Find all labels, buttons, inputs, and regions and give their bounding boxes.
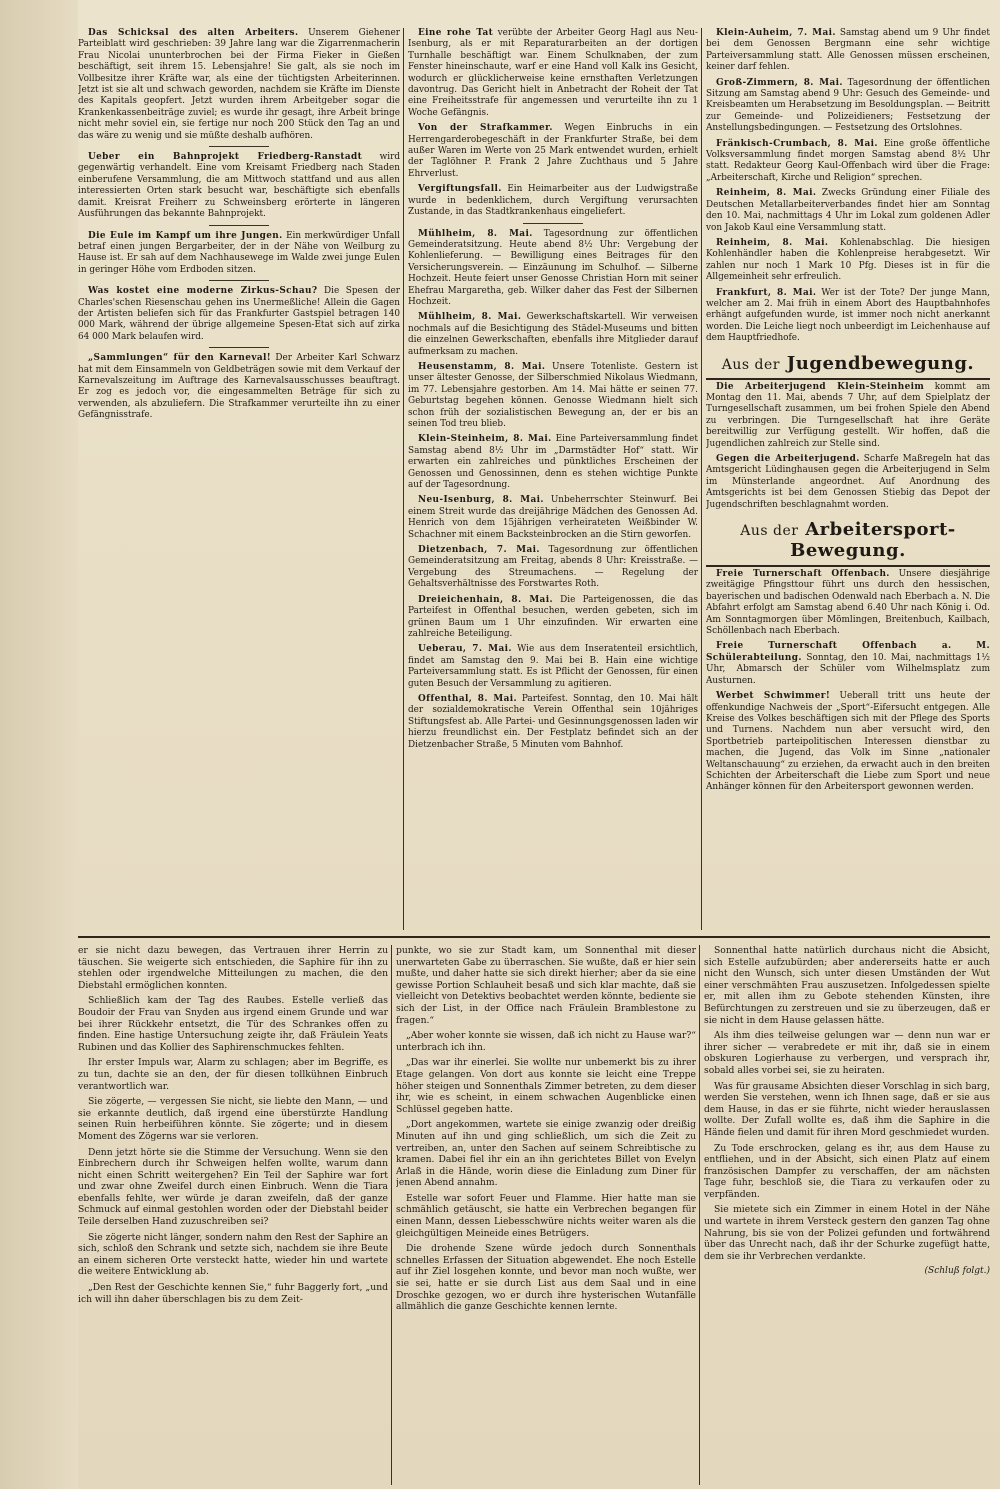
news-item: Klein-Steinheim, 8. Mai. Eine Parteiversammlung findet Samstag abend 8½ Uhr im „Darmstädter Hof“ statt. Wir erwarten ein zahlreiches und pünktliches Erscheinen der Genossen und Genossinnen, denn es stehen wichtige Punkte auf der Tagesordnung.: [408, 434, 698, 491]
news-item: Klein-Auheim, 7. Mai. Samstag abend um 9 Uhr findet bei dem Genossen Bergmann eine sehr wichtige Parteiversammlung statt. Alle Genossen müssen erscheinen, keiner darf fehlen.: [706, 28, 990, 73]
news-item: Freie Turnerschaft Offenbach a. M. Schülerabteilung. Sonntag, den 10. Mai, nachmittags 1½ Uhr, Abmarsch der Schüler vom Wilhelmsplatz zum Austurnen.: [706, 641, 990, 686]
news-item: Von der Strafkammer. Wegen Einbruchs in ein Herrengarderobegeschäft in der Frankfurter Straße, bei dem außer Waren im Werte von 25 Mark entwendet wurden, erhielt der Taglöhner P. Frank 2 Jahre Zuchthaus und 5 Jahre Ehrverlust.: [408, 123, 698, 179]
story-paragraph: „Den Rest der Geschichte kennen Sie,“ fuhr Baggerly fort, „und ich will ihn daher überschlagen bis zu dem Zeit-: [78, 1282, 388, 1305]
story-column-right: [704, 945, 990, 1485]
section-title-jugend: Aus der Jugendbewegung.: [706, 353, 990, 380]
news-item: Freie Turnerschaft Offenbach. Unsere diesjährige zweitägige Pfingsttour führt uns durch den hessischen, bayerischen und badischen Odenwald nach Eberbach a. N. Die Abfahrt erfolgt am Samstag abend 6.40 Uhr nach König i. Od. Am Sonntagmorgen über Mömlingen, Breitenbuch, Kailbach, Schöllenbach nach Eberbach.: [706, 569, 990, 637]
continuation-note: (Schluß folgt.): [924, 1266, 990, 1277]
news-item: Vergiftungsfall. Ein Heimarbeiter aus der Ludwigstraße wurde in bedenklichem, durch Vergiftung verursachten Zustande, in das Stadtkrankenhaus eingeliefert.: [408, 184, 698, 218]
story-paragraph: Sie zögerte, — vergessen Sie nicht, sie liebte den Mann, — und sie erkannte deutlich, daß irgend eine überstürzte Handlung seinen Ruin herbeiführen könnte. Sie zögerte; und in diesem Moment des Zögerns war sie verloren.: [78, 1096, 388, 1142]
news-item: Ueberau, 7. Mai. Wie aus dem Inseratenteil ersichtlich, findet am Samstag den 9. Mai bei B. Hain eine wichtige Parteiversammlung statt. Es ist Pflicht der Genossen, für einen guten Besuch der Versammlung zu agitieren.: [408, 644, 698, 689]
news-item: Heusenstamm, 8. Mai. Unsere Totenliste. Gestern ist unser ältester Genosse, der Silberschmied Nikolaus Wiedmann, im 77. Lebensjahre gestorben. Am 14. Mai hätte er seinen 77. Geburtstag begehen können. Genosse Wiedmann hielt sich schon früh der sozialistischen Bewegung an, der er bis an seinen Tod treu blieb.: [408, 361, 698, 429]
news-item: Das Schicksal des alten Arbeiters. Unserem Giehener Parteiblatt wird geschrieben: 39 Jahre lang war die Zigarrenmacherin Frau Nicolai ununterbrochen bei der Firma Fieker in Gießen beschäftigt, seit ihrem 15. Lebensjahre! Sie galt, als sie noch im Vollbesitze ihrer Kräfte war, als eine der tüchtigsten Arbeiterinnen. Jetzt ist sie alt und schwach geworden, nachdem sie Kräfte im Dienste des Kapitals geopfert. Jetzt wurden ihrem Arbeitgeber sogar die Krankenkassenbeiträge zuviel; es wurde ihr gesagt, ihre Arbeit bringe nicht mehr soviel ein, sie fertige nur noch 200 Stück den Tag an und das wäre zu wenig und sie müßte deshalb aufhören.: [78, 28, 400, 141]
item-divider: [209, 347, 269, 348]
story-paragraph: punkte, wo sie zur Stadt kam, um Sonnenthal mit dieser unerwarteten Gabe zu überraschen. Sie wußte, daß er hier sein mußte, und daher hatte sie sich direkt hierher; aber da sie eine gewisse Portion Schlauheit besaß und sich klar machte, daß sie vielleicht von Detektivs beobachtet werden könnte, bediente sie sich der List, in der Office nach Fräulein Bramblestone zu fragen.“: [396, 945, 696, 1026]
section-title-sport: Aus der Arbeitersport-Bewegung.: [706, 519, 990, 567]
column-rule: [391, 945, 392, 1485]
story-paragraph: er sie nicht dazu bewegen, das Vertrauen ihrer Herrin zu täuschen. Sie weigerte sich entschieden, die Saphire für ihn zu stehlen oder irgendwelche Mitteilungen zu machen, die den Diebstahl ermöglichen konnten.: [78, 945, 388, 991]
story-paragraph: Sie mietete sich ein Zimmer in einem Hotel in der Nähe und wartete in ihrem Versteck gestern den ganzen Tag ohne Nahrung, bis sie von der Polizei gefunden und fortwährend über das Unrecht nach, daß ihr der Schurke zugefügt hatte, dem sie ihr Verbrechen verdankte.: [704, 1204, 990, 1262]
item-divider: [523, 223, 583, 224]
news-item: Dreieichenhain, 8. Mai. Die Parteigenossen, die das Parteifest in Offenthal besuchen, werden gebeten, sich im grünen Baum um 1 Uhr einzufinden. Wir erwarten eine zahlreiche Beteiligung.: [408, 594, 698, 639]
story-paragraph: Was für grausame Absichten dieser Vorschlag in sich barg, werden Sie verstehen, wenn ich Ihnen sage, daß er sie aus dem Hause, in das er sie führte, nicht wieder herauslassen wollte. Der Zufall wollte es, daß ihm die Saphire in die Hände fielen und damit für ihren Mord geschmiedet wurden.: [704, 1080, 990, 1138]
news-item: Eine rohe Tat verübte der Arbeiter Georg Hagl aus Neu-Isenburg, als er mit Reparaturarbeiten an der dortigen Turnhalle beschäftigt war. Einem Schulknaben, der zum Fenster hineinschaute, warf er eine Hand voll Kalk ins Gesicht, wodurch er glücklicherweise keine ernsthaften Verletzungen davontrug. Das Gericht hielt in Anbetracht der Roheit der Tat eine Freiheitsstrafe für angemessen und verurteilte ihn zu 1 Woche Gefängnis.: [408, 28, 698, 118]
item-divider: [209, 146, 269, 147]
item-divider: [209, 225, 269, 226]
column-rule: [403, 28, 404, 930]
story-paragraph: „Aber woher konnte sie wissen, daß ich nicht zu Hause war?“ unterbrach ich ihn.: [396, 1030, 696, 1053]
news-column-right: [706, 28, 990, 930]
story-paragraph: Die drohende Szene würde jedoch durch Sonnenthals schnelles Erfassen der Situation abgewendet. Ehe noch Estelle auf ihr Ziel losgehen konnte, und bevor man noch wußte, wer sie sei, hatte er sie durch List aus dem Saal und in eine Droschke gezogen, wo er durch ihre hysterischen Wutanfälle allmählich die ganze Geschichte kennen lernte.: [396, 1243, 696, 1313]
item-divider: [209, 280, 269, 281]
page-gutter: [0, 0, 78, 1489]
story-paragraph: Ihr erster Impuls war, Alarm zu schlagen; aber im Begriffe, es zu tun, dachte sie an den, der für diesen tollkühnen Einbruch verantwortlich war.: [78, 1057, 388, 1092]
story-paragraph: Sonnenthal hatte natürlich durchaus nicht die Absicht, sich Estelle aufzubürden; aber andererseits hatte er auch nicht den Wunsch, sich unter diesen Umständen der Wut einer verschmähten Frau auszusetzen. Infolgedessen spielte er, mit allen ihm zu Gebote stehenden Künsten, ihre Befürchtungen zu zerstreuen und sie zu überzeugen, daß er sie nicht in dem Hause gelassen hätte.: [704, 945, 990, 1026]
column-rule: [699, 945, 700, 1485]
column-rule: [701, 28, 702, 930]
story-paragraph: Als ihm dies teilweise gelungen war — denn nun war er ihrer sicher — verabredete er mit ihr, daß sie in einem obskuren Logierhause zu verbergen, und versprach ihr, sobald alles vorbei sei, sie zu heiraten.: [704, 1030, 990, 1076]
news-item: Die Arbeiterjugend Klein-Steinheim kommt am Montag den 11. Mai, abends 7 Uhr, auf dem Spielplatz der Turngesellschaft zusammen, um bei frohen Spiele den Abend zu verbringen. Die Turngesellschaft hat ihre Geräte bereitwillig zur Verfügung gestellt. Wir hoffen, daß die Jugendlichen zahlreich zur Stelle sind.: [706, 381, 990, 449]
news-item: Reinheim, 8. Mai. Kohlenabschlag. Die hiesigen Kohlenhändler haben die Kohlenpreise herabgesetzt. Wir zahlen nur noch 1 Mark 10 Pfg. Dieses ist in für die Allgemeinheit sehr erfreulich.: [706, 237, 990, 283]
news-item: Mühlheim, 8. Mai. Tagesordnung zur öffentlichen Gemeinderatsitzung. Heute abend 8½ Uhr: Vergebung der Kohlenlieferung. — Bewilligung eines Beitrages für den Versicherungsverein. — Einzäunung im Schulhof. — Silberne Hochzeit. Heute feiert unser Genosse Christian Horn mit seiner Ehefrau Margaretha, geb. Wilker daher das Fest der Silbernen Hochzeit.: [408, 228, 698, 307]
news-item: Gegen die Arbeiterjugend. Scharfe Maßregeln hat das Amtsgericht Lüdinghausen gegen die Arbeiterjugend in Selm im Münsterlande angeordnet. Auf Anordnung des Amtsgerichts ist bei dem Genossen Stiebig das Depot der Jugendschriften beschlagnahmt worden.: [706, 454, 990, 510]
news-item: Reinheim, 8. Mai. Zwecks Gründung einer Filiale des Deutschen Metallarbeiterverbandes findet hier am Sonntag den 10. Mai, nachmittags 4 Uhr im Lokal zum goldenen Adler von Jakob Kaul eine Versammlung statt.: [706, 188, 990, 233]
news-item: „Sammlungen“ für den Karneval! Der Arbeiter Karl Schwarz hat mit dem Einsammeln von Geldbeträgen sowie mit dem Verkauf der Karnevalszeitung im Auftrage des Karnevalsausschusses beauftragt. Er zog es jedoch vor, die eingesammelten Beträge für sich zu verwenden, als abzuliefern. Die Strafkammer verurteilte ihn zu einer Gefängnisstrafe.: [78, 353, 400, 421]
news-column-left: [78, 28, 400, 930]
story-paragraph: Estelle war sofort Feuer und Flamme. Hier hatte man sie schmählich getäuscht, sie hatte ein Verbrechen begangen für einen Mann, dessen Liebesschwüre nichts weiter waren als die gleichgültigen Meineide eines Betrügers.: [396, 1192, 696, 1239]
story-paragraph: „Das war ihr einerlei. Sie wollte nur unbemerkt bis zu ihrer Etage gelangen. Von dort aus konnte sie leicht eine Treppe höher steigen und Sonnenthals Zimmer betreten, zu dem dieser ihr, wie es scheint, in einem schwachen Augenblicke einen Schlüssel gegeben hatte.: [396, 1057, 696, 1115]
news-item: Werbet Schwimmer! Ueberall tritt uns heute der offenkundige Nachweis der „Sport“-Eifersucht entgegen. Alle Kreise des Volkes beschäftigen sich mit der Pflege des Sports und Turnens. Nachdem nun aber versucht wird, den Sportbetrieb parteipolitischen Interessen dienstbar zu machen, die Jugend, das Volk im Sinne „nationaler Weltanschauung“ zu erziehen, da erwacht auch in den breiten Schichten der Arbeiterschaft die Liebe zum Sport und neue Anhänger können für den Arbeitersport gewonnen werden.: [706, 691, 990, 793]
news-item: Frankfurt, 8. Mai. Wer ist der Tote? Der junge Mann, welcher am 2. Mai früh in einem Abort des Hauptbahnhofes erhängt aufgefunden wurde, ist immer noch nicht anerkannt worden. Die Leiche liegt noch unbeerdigt im Leichenhause auf dem Hauptfriedhofe.: [706, 287, 990, 344]
news-item: Offenthal, 8. Mai. Parteifest. Sonntag, den 10. Mai hält der sozialdemokratische Verein Offenthal sein 10jähriges Stiftungsfest ab. Alle Partei- und Gesinnungsgenossen laden wir hierzu freundlichst ein. Der Festplatz befindet sich an der Dietzenbacher Straße, 5 Minuten vom Bahnhof.: [408, 693, 698, 750]
story-column-middle: [396, 945, 696, 1485]
news-item: Fränkisch-Crumbach, 8. Mai. Eine große öffentliche Volksversammlung findet morgen Samstag abend 8½ Uhr statt. Redakteur Georg Kaul-Offenbach wird über die Frage: „Arbeiterschaft, Kirche und Religion“ sprechen.: [706, 138, 990, 183]
story-paragraph: Schließlich kam der Tag des Raubes. Estelle verließ das Boudoir der Frau van Snyden aus irgend einem Grunde und war bei ihrer Rückkehr entsetzt, die Tür des Schrankes offen zu finden. Eine hastige Untersuchung zeigte ihr, daß Fräulein Yeats Rubinen und das Kollier des Saphirenschmuckes fehlten.: [78, 995, 388, 1053]
section-divider: [78, 936, 990, 938]
news-item: Mühlheim, 8. Mai. Gewerkschaftskartell. Wir verweisen nochmals auf die Besichtigung des Städel-Museums und bitten die einzelnen Gewerkschaften, ebenfalls ihre Mitglieder darauf aufmerksam zu machen.: [408, 312, 698, 357]
news-item: Groß-Zimmern, 8. Mai. Tagesordnung der öffentlichen Sitzung am Samstag abend 9 Uhr: Gesuch des Gemeinde- und Kreisbeamten um Herabsetzung im Besoldungsplan. — Beitritt zur Gemeinde- und Polizeidieners; Festsetzung der Anstellungsbedingungen. — Festsetzung des Ortslohnes.: [706, 77, 990, 134]
story-paragraph: Denn jetzt hörte sie die Stimme der Versuchung. Wenn sie den Einbrechern durch ihr Schweigen helfen wollte, warum dann nicht einen Schritt weitergehen? Ein Teil der Saphire war fort und zwar ohne Zweifel durch einen Einbruch. Wenn die Tiara ebenfalls fehlte, wer würde je daran zweifeln, daß der ganze Schmuck auf einmal gestohlen worden oder der Diebstahl beider Teile derselben Hand zuzuschreiben sei?: [78, 1146, 388, 1228]
news-item: Dietzenbach, 7. Mai. Tagesordnung zur öffentlichen Gemeinderatsitzung am Freitag, abends 8 Uhr: Kreisstraße. — Vergebung des Streumachens. — Regelung der Gehaltsverhältnisse des Forstwartes Roth.: [408, 545, 698, 590]
news-item: Ueber ein Bahnprojekt Friedberg-Ranstadt wird gegenwärtig verhandelt. Eine vom Kreisamt Friedberg nach Staden einberufene Versammlung, die am Mittwoch stattfand und aus allen interessierten Orten stark besucht war, beschäftigte sich ebenfalls damit. Kreisrat Freiherr zu Schweinsberg erörterte in längeren Ausführungen das bekannte Bahnprojekt.: [78, 152, 400, 220]
news-item: Die Eule im Kampf um ihre Jungen. Ein merkwürdiger Unfall betraf einen jungen Bergarbeiter, der in der Nähe von Weilburg zu Hause ist. Er sah auf dem Nachhausewege im Walde zwei junge Eulen in geringer Höhe vom Erdboden sitzen.: [78, 230, 400, 275]
story-column-left: [78, 945, 388, 1485]
news-column-middle: [408, 28, 698, 930]
news-item: Was kostet eine moderne Zirkus-Schau? Die Spesen der Charles'schen Riesenschau gehen ins Unermeßliche! Allein die Gagen der Artisten beliefen sich für das Frankfurter Gastspiel betragen 140 000 Mark, während der übrige allgemeine Spesen-Etat sich auf zirka 64 000 Mark belaufen wird.: [78, 286, 400, 342]
story-paragraph: „Dort angekommen, wartete sie einige zwanzig oder dreißig Minuten auf ihn und ging schließlich, um sich die Zeit zu vertreiben, an, unter den Sachen auf seinem Schreibtische zu kramen. Dabei fiel ihr ein an ihn gerichtetes Billet von Evelyn Arlaß in die Hände, worin diese die Einladung zum Diner für jenen Abend annahm.: [396, 1119, 696, 1189]
story-paragraph: Sie zögerte nicht länger, sondern nahm den Rest der Saphire an sich, schloß den Schrank und setzte sich, nachdem sie ihre Beute an einem sicheren Orte versteckt hatte, wieder hin und wartete die weitere Entwicklung ab.: [78, 1231, 388, 1278]
story-paragraph: Zu Tode erschrocken, gelang es ihr, aus dem Hause zu entfliehen, und in der Absicht, sich einen Platz auf einem französischen Dampfer zu verschaffen, der am nächsten Tage fuhr, beschloß sie, die Tiara zu verkaufen oder zu verpfänden.: [704, 1142, 990, 1200]
news-item: Neu-Isenburg, 8. Mai. Unbeherrschter Steinwurf. Bei einem Streit wurde das dreijährige Mädchen des Genossen Ad. Henrich von dem 15jährigen verheirateten Weißbinder W. Schachner mit einem Backsteinbrocken an die Stirn geworfen.: [408, 495, 698, 540]
